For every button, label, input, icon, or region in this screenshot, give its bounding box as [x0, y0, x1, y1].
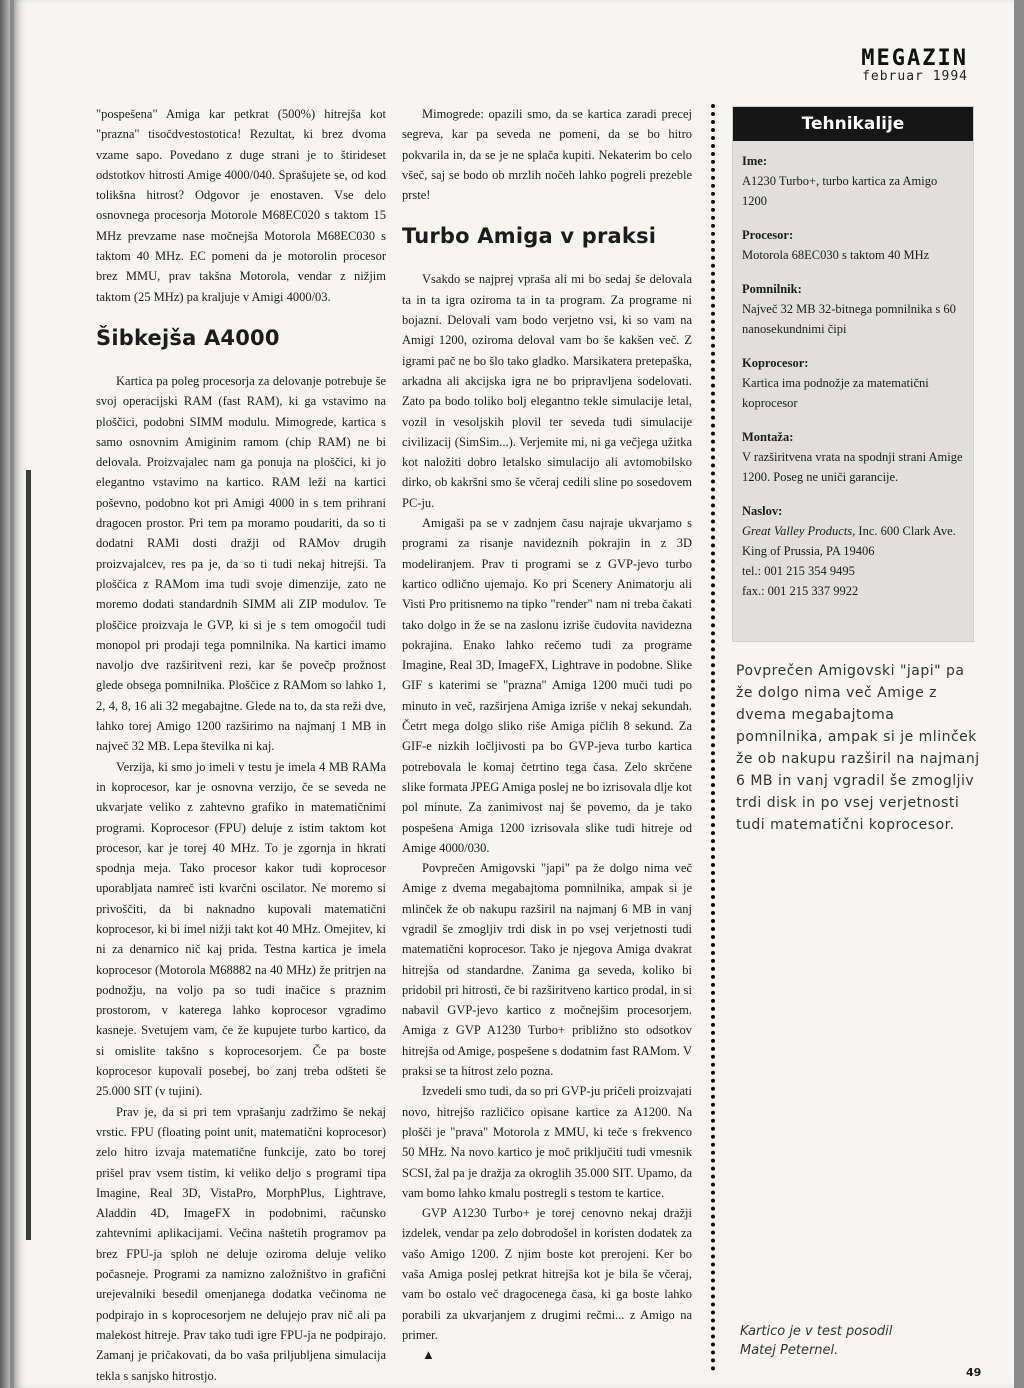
spec-label: Pomnilnik: [742, 282, 802, 296]
page-edge-mark [26, 470, 31, 1240]
masthead [861, 48, 968, 84]
spec-installation [742, 427, 965, 487]
page-number: 49 [966, 1366, 982, 1379]
paragraph: Amigaši pa se v zadnjem času najraje ukvarjamo s programi za risanje navideznih pokrajin in z 3D modeliranjem. Prav ti programi se z GVP-jevo turbo kartico odlično ujemajo. Ko pri Scenery Animatorju ali Visti Pro pritisnemo na tipko "render" nam ni treba čakati tako dolgo in že se na zaslonu izriše čudovita navidezna pokrajina. Enako lahko rečemo tudi za programe Imagine, Real 3D, ImageFX, Lightrave in podobne. Slike GIF s katerimi se "prazna" Amiga 1200 muči tudi po minuto in več, razširjena Amiga izriše v nekaj sekundah. Četrt mega dolgo sliko riše Amiga pičlih 8 sekund. Za GIF-e nizkih ločljivosti pa bo GVP-jeva turbo kartica potrebovala le komaj četrtino tega časa. Zelo skrčene slike formata JPEG Amiga poslej ne bo izrisovala dlje kot pol minute. Za zanimivost naj še povemo, da je tako pospešena Amiga 1200 izrisovala slike tudi hitreje od Amige 4000/030. [402, 516, 692, 855]
spec-memory [742, 279, 965, 339]
paragraph: Kartica pa poleg procesorja za delovanje potrebuje še svoj operacijski RAM (fast RAM), ki ga vstavimo na ploščici, podobni SIMM modulu. Mimogrede, kartica s samo osnovnim Amiginim ramom (chip RAM) ne bi delovala. Proizvajalec nam ga ponuja na ploščici, ki jo elegantno vstavimo na kartico. RAM leži na kartici poševno, podobno kot pri Amigi 4000 in s tem prihrani dragocen prostor. Pri tem pa moramo poudariti, da so ti dodatni RAMi dosti dražji od RAMov drugih proizvajalcev, res pa je, da so ti tudi nekaj hitrejši. Ta ploščica z RAMom ima tudi svoje dimenzije, zato ne moremo dodati standardnih SIMM ali ZIP modulov. Te ploščice proizvaja le GVP, ki si je s tem omogočil tudi monopol pri prodaji tega pomnilnika. Na kartici imamo navoljo dve razširitveni rezi, kar še povečp prožnost glede obsega pomnilnika. Ploščice z RAMom so lahko 1, 2, 4, 8, 16 ali 32 megabajtne. Glede na to, da sta reži dve, lahko torej Amigo 1200 razširimo na najmanj 1 MB in največ 32 MB. Lepa številka ni kaj. [96, 373, 386, 754]
paragraph: "pospešena" Amiga kar petkrat (500%) hitrejša kot "prazna" tisočdvestostotica! Rezultat, ki brez dvoma vzame sapo. Povedano z duge strani je to štirideset odstotkov hitrosti Amige 4000/040. Sprašujete se, od kod tolikšna hitrost? Odgovor je enostaven. Vse delo osnovnega procesorja Motorole M68EC020 s taktom 15 MHz prevzame nase močnejša Motorola M68EC030 s taktom 40 MHz. EC pomeni da je motorolin procesor brez MMU, prav takšna Motorola, vendar z nižjim taktom (25 MHz) pa kraljuje v Amigi 4000/03. [96, 107, 386, 304]
spec-label: Ime: [742, 154, 767, 168]
sidebar-title: Tehnikalije [733, 107, 973, 141]
credit-line: Matej Peternel. [740, 1343, 839, 1358]
spec-coprocessor [742, 353, 965, 413]
spec-address [742, 501, 965, 601]
spec-value [742, 521, 965, 541]
spec-value: Kartica ima podnožje za matematični koprocesor [742, 376, 929, 410]
paragraph: Vsakdo se najprej vpraša ali mi bo sedaj še delovala ta in ta igra oziroma ta in ta program. Za programe ni bojazni. Delovali vam bodo verjetno vsi, ki so vam na Amigi 1200, oziroma deloval vam bo še kakšen več. Z igrami pač ne bo šlo tako gladko. Marsikatera pretepaška, arkadna ali akcijska igra ne bo pripravljena sodelovati. Zato pa bodo toliko bolj elegantno tekle simulacije letal, vozil in vesoljskih plovil ter seveda tudi simulacije civilizacij (SimSim...). Verjemite mi, ni ga večjega užitka kot naložiti dobro letalsko simulacijo ali avtomobilsko dirko, ob kakršni smo še včeraj cedili sline po sosedovem PC-ju. [402, 272, 692, 510]
specs-sidebar [732, 106, 974, 642]
street-address: , Inc. 600 Clark Ave. [852, 524, 956, 538]
issue-date: februar 1994 [862, 69, 968, 84]
photo-credit [740, 1322, 980, 1360]
spec-value: Motorola 68EC030 s taktom 40 MHz [742, 248, 930, 262]
spec-value: A1230 Turbo+, turbo kartica za Amigo 1200 [742, 174, 938, 208]
spec-processor [742, 225, 965, 265]
paragraph: Povprečen Amigovski "japi" pa že dolgo nima več Amige z dvema megabajtoma pomnilnika, ampak si je mlinček že ob nakupu razširil na najmanj 6 MB in vanj vgradil še zmogljiv trdi disk in po vsej verjetnosti tudi matematični koprocesor. Tako je njegova Amiga dvakrat hitrejša od standardne. Zanima ga seveda, koliko bi pridobil pri hitrosti, če bi razširitveno kartico prodal, in si nabavil GVP-jevo kartico z močnejšim procesorjem. Amiga z GVP A1230 Turbo+ približno sto odsotkov hitrejša od Amige, pospešene s dodatnim fast RAMom. V praksi se ta hitrost zelo pozna. [402, 861, 692, 1079]
magazine-page [14, 0, 1014, 1388]
paragraph: Izvedeli smo tudi, da so pri GVP-ju pričeli proizvajati novo, hitrejšo različico opisane kartice za A1200. Na plošči je "prava" Motorola z MMU, ki teče s frekvenco 50 MHz. Na novo kartico je moč priključiti tudi vmesnik SCSI, žal pa je dražja za okroglih 35.000 SIT. Upamo, da vam bomo lahko kmalu postregli s testom te kartice. [402, 1084, 692, 1200]
end-mark-icon: ▲ [422, 1347, 435, 1363]
spec-label: Koprocesor: [742, 356, 809, 370]
company-name: Great Valley Products [742, 524, 853, 538]
sidebar-body [733, 141, 973, 601]
article-column-1 [96, 104, 386, 1386]
city-line: King of Prussia, PA 19406 [742, 544, 875, 558]
spec-name [742, 151, 965, 211]
phone-line: tel.: 001 215 354 9495 [742, 564, 855, 578]
paragraph: Verzija, ki smo jo imeli v testu je imela 4 MB RAMa in koprocesor, kar je osnovna verzijo, če se seveda ne ukvarjate veliko z zahtevno grafiko in matematičnimi programi. Koprocesor (FPU) deluje z istim taktom kot procesor, kar je torej 40 MHz. To je zgornja in hkrati spodnja meja. Tako procesor kakor tudi koprocesor uporabljata namreč isti kvarčni oscilator. Ne moremo si privoščiti, da bi naknadno kupovali matematični koprocesor, ki bi imel nižji takt kot 40 MHz. Omejitev, ki ni za denarnico nič kaj prida. Testna kartica je imela koprocesor (Motorola M68882 na 40 MHz) že pritrjen na podnožju, na voljo pa so tudi inačice s praznim prostorom, v katerega lahko koprocesor vgradimo kasneje. Svetujem vam, če že kupujete turbo kartico, da si omislite takšno s koprocesorjem. Če pa boste koprocesor kupovali posebej, bo zanj treba odšteti še 25.000 SIT (v tujini). [96, 759, 386, 1099]
spec-value: V razširitvena vrata na spodnji strani Amige 1200. Poseg ne uniči garancije. [742, 450, 963, 484]
credit-line: Kartico je v test posodil [740, 1324, 893, 1339]
pull-quote-caption: Povprečen Amigovski "japi" pa že dolgo nima več Amige z dvema megabajtoma pomnilnika, ampak si je mlinček že ob nakupu razširil na najmanj 6 MB in vanj vgradil še zmogljiv trdi disk in po vsej verjetnosti tudi matematični koprocesor. [736, 663, 980, 833]
spec-value: Največ 32 MB 32-bitnega pomnilnika s 60 nanosekundnimi čipi [742, 302, 956, 336]
article-column-2 [402, 104, 692, 1366]
spec-label: Naslov: [742, 504, 783, 518]
section-heading: Šibkejša A4000 [96, 325, 280, 350]
spec-label: Procesor: [742, 228, 794, 242]
paragraph: Mimogrede: opazili smo, da se kartica zaradi precej segreva, kar pa seveda ne pomeni, da se bo hitro pokvarila in, da se je ne splača kupiti. Nekaterim bo celo všeč, saj se bodo ob mrzlih nočeh lahko pogreli prezeble prste! [402, 107, 692, 203]
binding-spine [0, 0, 10, 1388]
spec-label: Montaža: [742, 430, 794, 444]
paragraph: GVP A1230 Turbo+ je torej cenovno nekaj dražji izdelek, vendar pa zelo dobrodošel in koristen dodatek za vašo Amigo 1200. Z njim boste kot prerojeni. Ker bo vaša Amiga poslej petkrat hitrejša kot je bila še včeraj, vam bo ostalo več dragocenega časa, ki ga boste lahko porabili za ukvarjanjem z drugimi rečmi... z Amigo na primer. [402, 1206, 692, 1342]
fax-line: fax.: 001 215 337 9922 [742, 584, 859, 598]
paragraph: Prav je, da si pri tem vprašanju zadržimo še nekaj vrstic. FPU (floating point unit, matematični koprocesor) zelo hitro izvaja matematične funkcije, zato bo torej prišel prav vsem tistim, ki veliko deljo s programi tipa Imagine, Real 3D, VistaPro, MorphPlus, Lightrave, Aladdin 4D, ImageFX in podobnimi, računsko zahtevnimi aplikacijami. Večina naštetih programov pa brez FPU-ja sploh ne deluje oziroma deluje veliko počasneje. Programi za namizno založništvo in grafični urejevalniki besedil omenjanega dodatka večinoma ne podpirajo in s koprocesorjem ne delujejo prav nič ali pa malekost hitreje. Prav tako tudi igre FPU-ja ne podpirajo. Zamanj je pričakovati, da bo vaša priljubljena simulacija tekla s sanjsko hitrostjo. [96, 1104, 386, 1383]
section-heading: Turbo Amiga v praksi [402, 224, 657, 249]
dotted-divider [711, 104, 715, 1372]
magazine-logo: MEGAZIN [861, 46, 968, 71]
